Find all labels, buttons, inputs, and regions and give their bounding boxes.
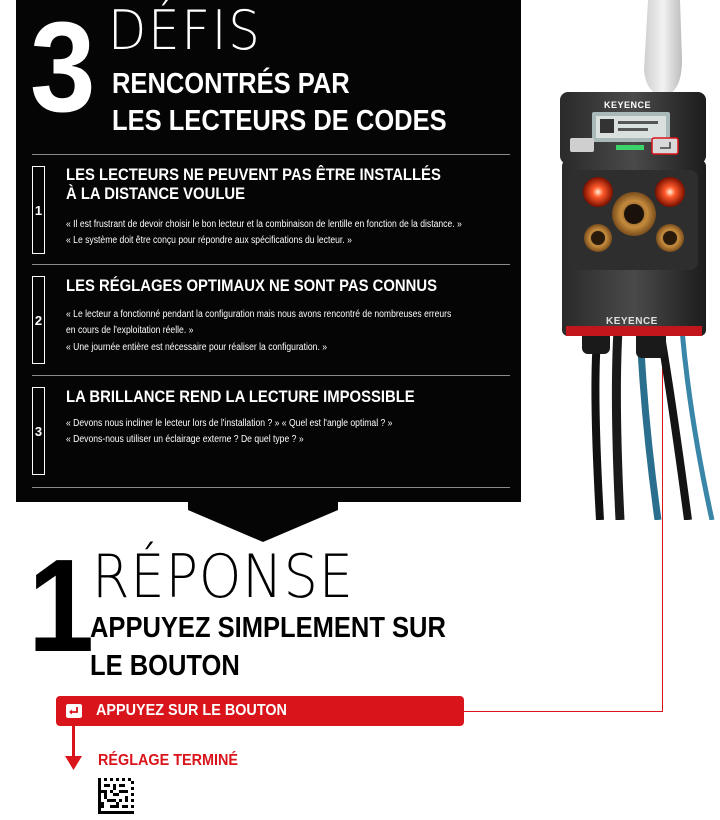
challenge-quote: « Devons nous incliner le lecteur lors de l'installation ? » « Quel est l'angle optimal ? » — [66, 418, 393, 429]
divider — [32, 375, 510, 376]
challenge-number-3: 3 — [32, 387, 45, 475]
challenge-number-2: 2 — [32, 276, 45, 364]
challenge-quote: en cours de l'exploitation réelle. » — [66, 325, 194, 336]
challenge-title-1-line2: À LA DISTANCE VOULUE — [66, 185, 246, 203]
press-button-label: APPUYEZ SUR LE BOUTON — [96, 702, 287, 719]
response-count: 1 — [28, 532, 95, 679]
challenge-title-3: LA BRILLANCE REND LA LECTURE IMPOSSIBLE — [66, 388, 415, 406]
challenge-quote: « Une journée entière est nécessaire pour réaliser la configuration. » — [66, 342, 328, 353]
challenge-title-2: LES RÉGLAGES OPTIMAUX NE SONT PAS CONNUS — [66, 277, 438, 295]
challenge-quote: « Il est frustrant de devoir choisir le bon lecteur et la combinaison de lentille en fonction de la distance. » — [66, 219, 462, 230]
challenges-subtitle-line1: RENCONTRÉS PAR — [112, 68, 350, 100]
datamatrix-code-icon — [98, 778, 134, 814]
code-reader-device — [540, 0, 720, 520]
challenges-count: 3 — [30, 0, 92, 139]
device-brand-top: KEYENCE — [604, 100, 652, 110]
challenge-quote: « Devons-nous utiliser un éclairage externe ? De quel type ? » — [66, 434, 304, 445]
divider — [32, 154, 510, 155]
device-brand-front: KEYENCE — [606, 316, 658, 327]
challenges-subtitle-line2: LES LECTEURS DE CODES — [112, 105, 447, 137]
challenge-title-1-line1: LES LECTEURS NE PEUVENT PAS ÊTRE INSTALLÉS — [66, 166, 441, 184]
response-subtitle-line2: LE BOUTON — [90, 650, 240, 682]
setting-complete-label: RÉGLAGE TERMINÉ — [98, 752, 239, 769]
challenges-panel — [16, 0, 521, 502]
enter-button-icon — [66, 704, 82, 718]
response-title: RÉPONSE — [92, 542, 354, 612]
challenges-title: DÉFIS — [108, 0, 262, 62]
down-arrow-icon — [188, 502, 338, 542]
response-subtitle-line1: APPUYEZ SIMPLEMENT SUR — [90, 612, 446, 644]
divider — [32, 264, 510, 265]
challenge-quote: « Le système doit être conçu pour répondre aux spécifications du lecteur. » — [66, 235, 352, 246]
connector-line — [464, 711, 662, 712]
divider — [32, 487, 510, 488]
challenge-quote: « Le lecteur a fonctionné pendant la configuration mais nous avons rencontré de nombreuses erreurs — [66, 309, 452, 320]
challenge-number-1: 1 — [32, 166, 45, 254]
red-down-arrow-icon — [64, 726, 84, 772]
press-button-bar — [56, 696, 464, 726]
